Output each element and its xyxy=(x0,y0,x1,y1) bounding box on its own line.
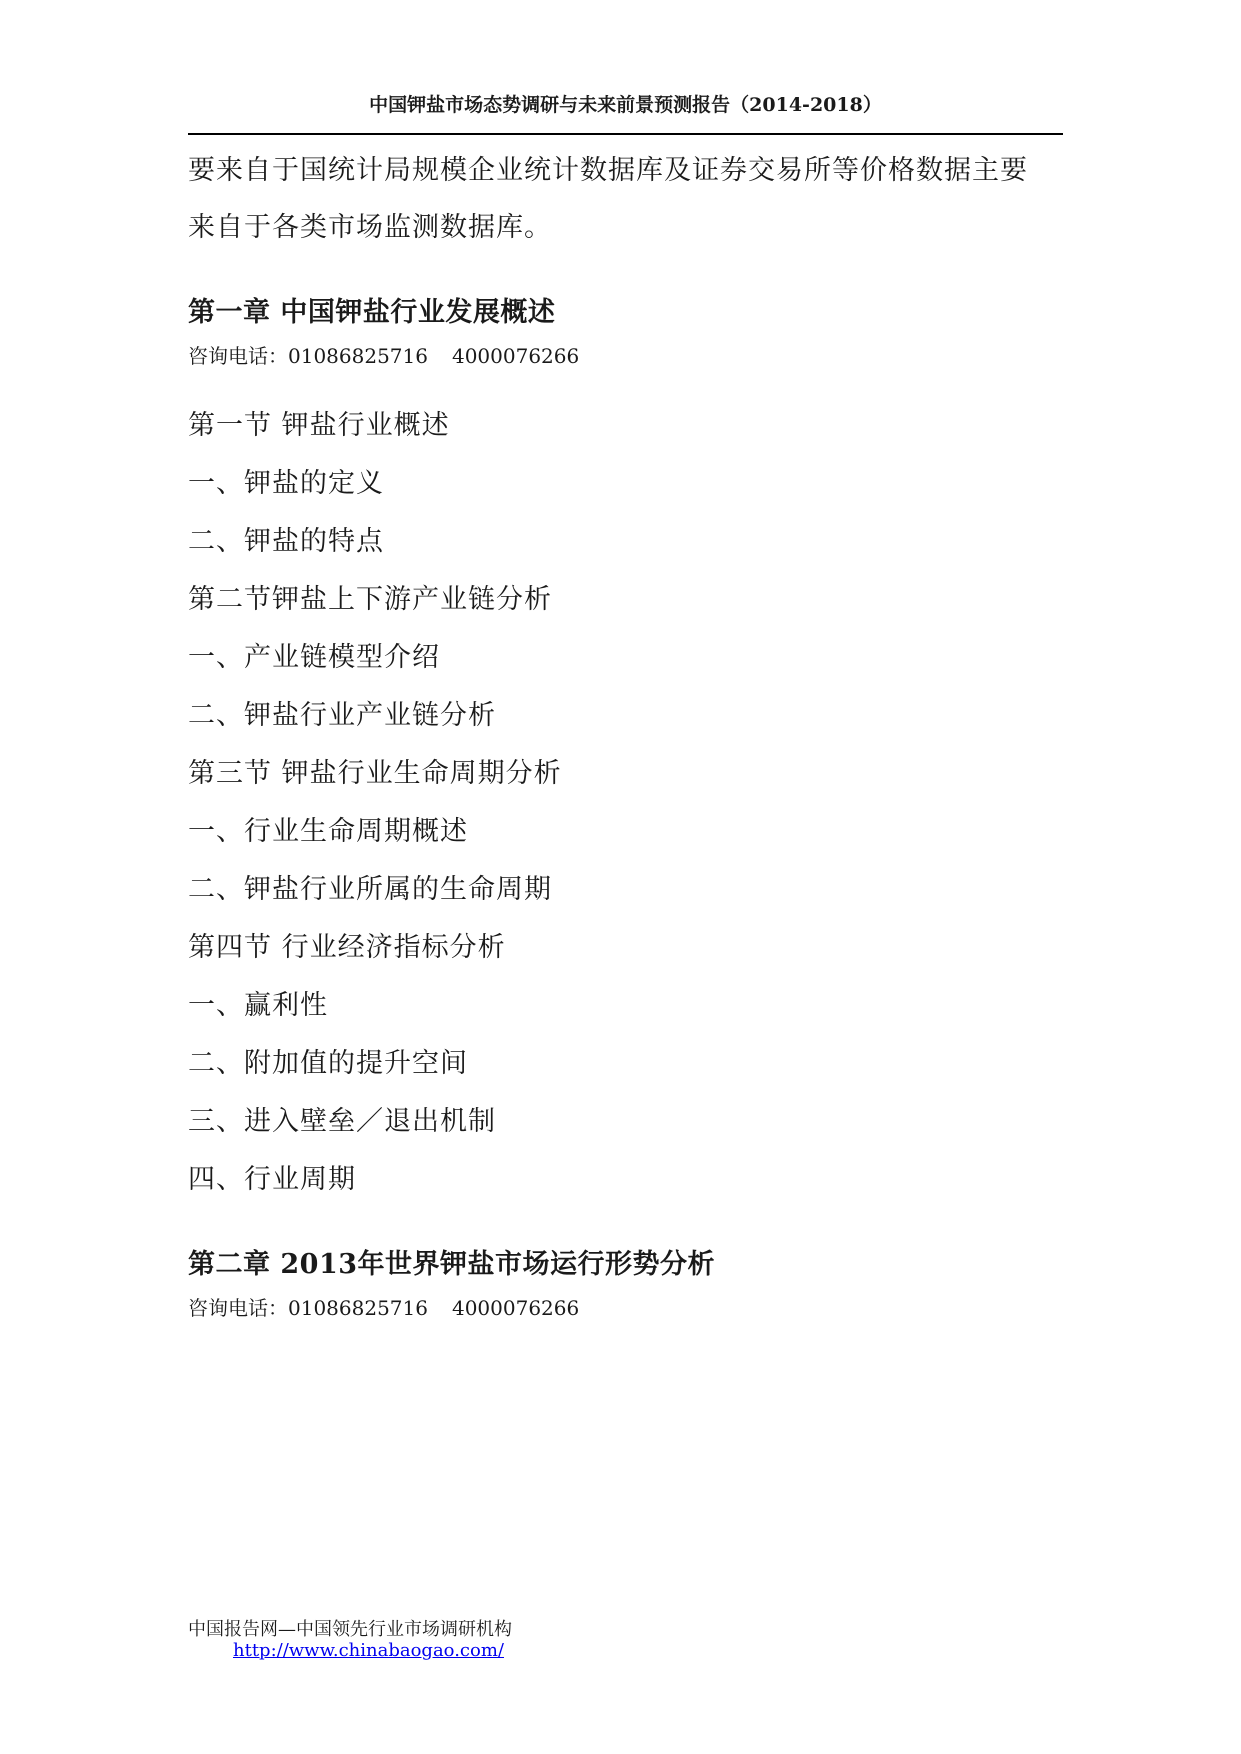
chapter-1-phone xyxy=(188,340,579,369)
phone-label: 咨询电话：01086825716 xyxy=(188,1296,428,1320)
footer-website-link[interactable]: http://www.chinabaogao.com/ xyxy=(233,1640,504,1661)
footer-organization: 中国报告网—中国领先行业市场调研机构 xyxy=(188,1619,512,1640)
toc-item: 一、产业链模型介绍 xyxy=(188,642,440,673)
toc-item: 第二节钾盐上下游产业链分析 xyxy=(188,584,552,615)
chapter-2-phone xyxy=(188,1292,579,1321)
phone-alt-number: 4000076266 xyxy=(451,1296,580,1320)
header-divider xyxy=(188,133,1063,135)
toc-item: 第一节 钾盐行业概述 xyxy=(188,410,450,441)
chapter-2-heading: 第二章 2013年世界钾盐市场运行形势分析 xyxy=(188,1249,716,1280)
toc-item: 三、进入壁垒／退出机制 xyxy=(188,1106,496,1137)
phone-alt-number: 4000076266 xyxy=(451,344,580,368)
toc-item: 第四节 行业经济指标分析 xyxy=(188,932,506,963)
intro-paragraph-line-1: 要来自于国统计局规模企业统计数据库及证券交易所等价格数据主要 xyxy=(188,155,1028,186)
toc-item: 一、钾盐的定义 xyxy=(188,468,384,499)
toc-item: 四、行业周期 xyxy=(188,1164,356,1195)
page-header-title: 中国钾盐市场态势调研与未来前景预测报告（2014-2018） xyxy=(369,94,882,116)
toc-item: 二、钾盐行业所属的生命周期 xyxy=(188,874,552,905)
toc-item: 二、钾盐行业产业链分析 xyxy=(188,700,496,731)
toc-item: 一、赢利性 xyxy=(188,990,328,1021)
phone-label: 咨询电话：01086825716 xyxy=(188,344,428,368)
intro-paragraph-line-2: 来自于各类市场监测数据库。 xyxy=(188,212,552,243)
chapter-1-heading: 第一章 中国钾盐行业发展概述 xyxy=(188,297,556,328)
toc-item: 第三节 钾盐行业生命周期分析 xyxy=(188,758,562,789)
toc-item: 二、附加值的提升空间 xyxy=(188,1048,468,1079)
toc-item: 一、行业生命周期概述 xyxy=(188,816,468,847)
toc-item: 二、钾盐的特点 xyxy=(188,526,384,557)
